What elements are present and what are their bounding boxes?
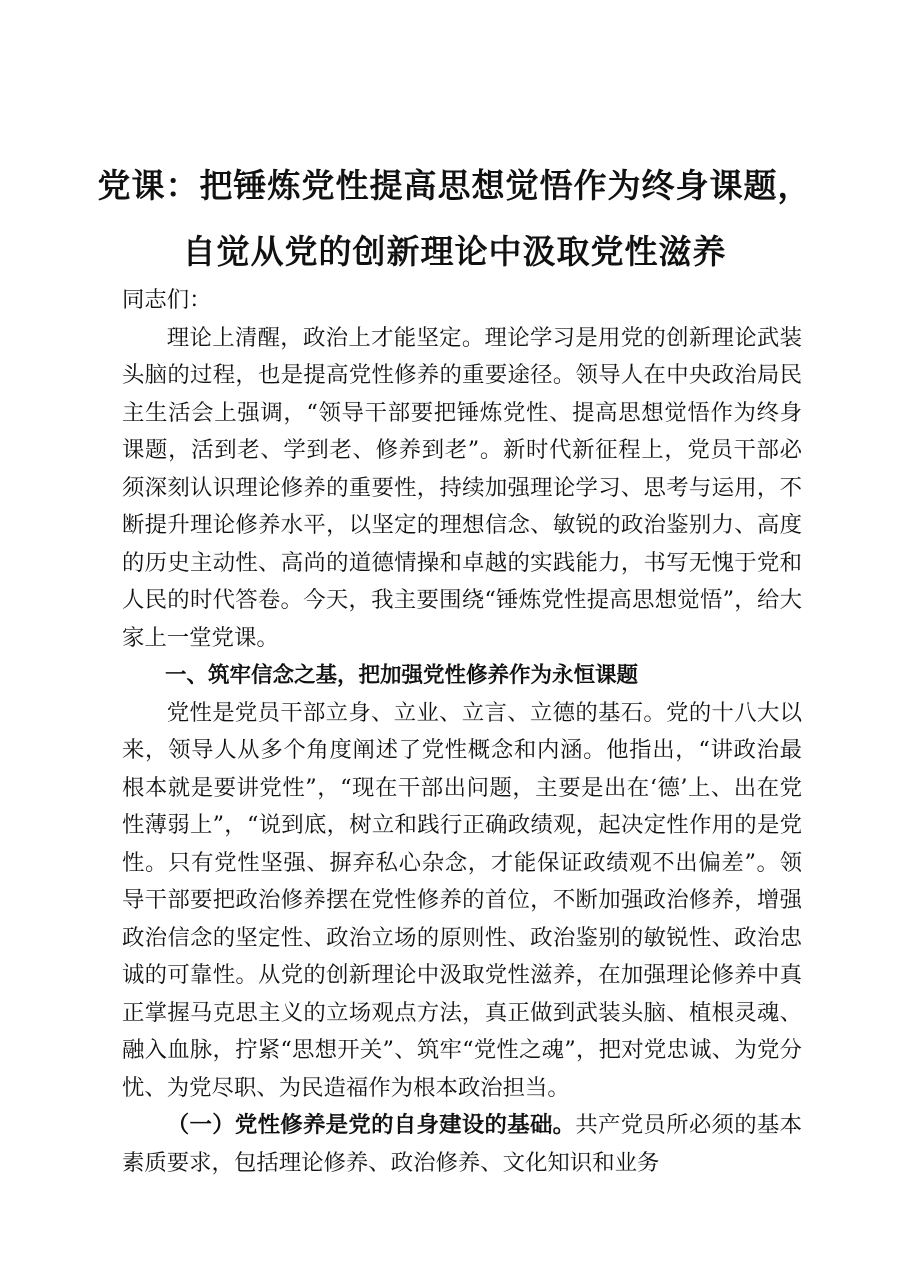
document-body [122, 282, 802, 1182]
paragraph-party-spirit: 党性是党员干部立身、立业、立言、立德的基石。党的十八大以来，领导人从多个角度阐述了党性概念和内涵。他指出，“讲政治最根本就是要讲党性”，“现在干部出问题，主要是出在‘德’上、出在党性薄弱上”，“说到底，树立和践行正确政绩观，起决定性作用的是党性。只有党性坚强、摒弃私心杂念，才能保证政绩观不出偏差”。领导干部要把政治修养摆在党性修养的首位，不断加强政治修养，增强政治信念的坚定性、政治立场的原则性、政治鉴别的敏锐性、政治忠诚的可靠性。从党的创新理论中汲取党性滋养，在加强理论修养中真正掌握马克思主义的立场观点方法，真正做到武装头脑、植根灵魂、融入血脉，拧紧“思想开关”、筑牢“党性之魂”，把对党忠诚、为党分忧、为党尽职、为民造福作为根本政治担当。 [122, 699, 802, 1101]
subsection-text-1: 共产党员所必须的基本素质要求，包括理论修养、政治修养、文化知识和业务 [122, 1112, 803, 1176]
subsection-heading-1: （一）党性修养是党的自身建设的基础。 [166, 1112, 576, 1138]
greeting: 同志们： [122, 287, 212, 313]
document-title-line-1: 党课：把锤炼党性提高思想觉悟作为终身课题， [97, 166, 812, 205]
paragraph-subsection-1 [122, 1107, 802, 1182]
paragraph-intro: 理论上清醒，政治上才能坚定。理论学习是用党的创新理论武装头脑的过程，也是提高党性修养的重要途径。领导人在中央政治局民主生活会上强调，“领导干部要把锤炼党性、提高思想觉悟作为终身课题，活到老、学到老、修养到老”。新时代新征程上，党员干部必须深刻认识理论修养的重要性，持续加强理论学习、思考与运用，不断提升理论修养水平，以坚定的理想信念、敏锐的政治鉴别力、高度的历史主动性、高尚的道德情操和卓越的实践能力，书写无愧于党和人民的时代答卷。今天，我主要围绕“锤炼党性提高思想觉悟”，给大家上一堂党课。 [122, 324, 802, 651]
document-title-line-2: 自觉从党的创新理论中汲取党性滋养 [182, 232, 727, 271]
section-heading-1: 一、筑牢信念之基，把加强党性修养作为永恒课题 [165, 663, 639, 688]
